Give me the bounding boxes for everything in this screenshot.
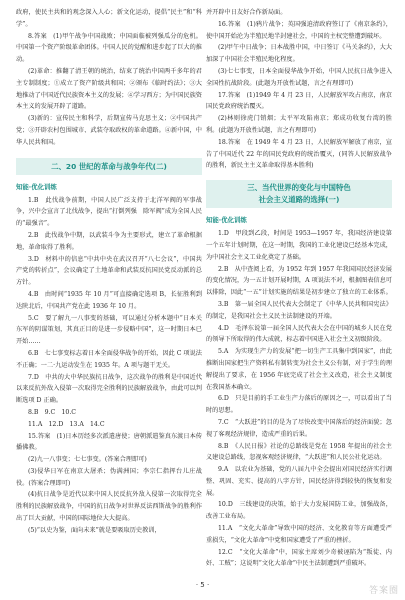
- section-banner-line: 三、当代世界的变化与中国特色: [247, 183, 351, 193]
- section-banner-line: 社会主义道路的选择(一): [258, 195, 340, 205]
- answer-line: 1.D 甲段到乙段，时间是 1953—1957 年，我国经济建设第一个五年计划时期，在这一时期，我国的工业化建设已经基本完成，为中国社会主义工业化奠定了基础。: [206, 230, 392, 261]
- answer-line: 11.A 12.D 13.A 14.C: [28, 420, 105, 428]
- answer-line: 6.D 只是目前的手工业生产力落后的原因之一，可以看出了当时的思想。: [206, 395, 392, 415]
- answer-line: 15.答案 (1)日本历经多次派遣唐使；唐朝派遣鉴真东渡日本传播佛教。: [16, 432, 202, 452]
- answer-line: 4.B 由时间“1935 年 10 月”可直接确定选项 B，长征胜利到达陕北后，中国共产党在此 1936 年 10 月。: [16, 290, 202, 310]
- answer-line: 3.D 材料中的信息“中共中央在武汉召开“八七会议”，中国共产党的转折点”，会议确定了土地革命和武装反抗国民党反动派的总方针。: [16, 255, 202, 287]
- answer-line: 10.D 三线建设的决策，始于大力发展国防工业，加强战备，改善工业布局。: [206, 501, 392, 521]
- answer-line: (2)林则徐虎门销烟；太平军攻陷南京；郑成功收复台湾的胜利。(此题为开放性试题，言之有理即可): [206, 115, 392, 134]
- answer-line: 7.C “大跃进”的目的是为了尽快改变中国落后的经济面貌；忽视了客观经济规律，造成严重的后果。: [206, 418, 392, 438]
- answer-line: (2)甲午中日战争；日本战胜中国，中日签订《马关条约》，大大加深了中国社会半殖民地化程度。: [206, 44, 392, 64]
- page-number: · 5 ·: [195, 581, 210, 589]
- answer-line: 9.A 以农业为基础，党的八届九中全会提出对国民经济实行调整、巩固、充实、提高的八字方针，国民经济得到较快的恢复和发展。: [206, 466, 392, 497]
- answer-line: 8.B 《人民日报》社论的总路线是党在 1958 年提出的社会主义建设总路线，忽视客观经济规律，“大跃进”和人民公社化运动。: [206, 442, 392, 462]
- answer-line: 5.C 要了解九一八事变的基础，可以通过分析本题中“日本关东军的阴谋策划，其真正目的是进一步侵略中国”，这一时期日本已开始……: [16, 314, 202, 346]
- paragraph: (3)新的：宣传民主和科学，后期宣传马克思主义；②中国共产党；③开辟农村包围城市、武装夺取政权的革命道路。④新中国，中华人民共和国。: [16, 115, 202, 146]
- answer-line: 11.A “文化大革命”导致中国的经济、文化教育等方面遭受严重损失，“文化大革命”中党和国家遭受了严重的挫折。: [206, 525, 392, 544]
- answer-line: 16.答案 (1)鸦片战争；英国强迫清政府签订了《南京条约》，使中国开始沦为半殖民地半封建社会，中国的主权完整遭到破坏。: [206, 20, 392, 40]
- answer-line: 6.B 七七事变标志着日本全面侵华战争的开始，因此 C 项说法不正确；一二·九运动发生在 1935 年。A 项与题干无关。: [16, 349, 202, 369]
- answer-line: 12.C “文化大革命”中，国家主席刘少奇被诬陷为“叛徒、内奸、工贼”；这说明“文化大革命”中民主法制遭到严重破坏。: [206, 548, 392, 568]
- answer-line: 并开辟中日友好合作新局面。: [206, 9, 287, 16]
- answer-line: 5.A 为实现生产力的发展“把一切生产工具集中到国家”，由此推断出国家把生产资料私有制转变为社会主义公有制，对于学生的理解提出了要求，在 1956 年底完成了社会主义改造，社会主义制度在我国基本确立。: [206, 348, 392, 391]
- paragraph: 8.答案 (1)甲午战争中国战败；中国面临被列强瓜分的危机。中国第一个资产阶级革命团体。中国人民的觉醒和进步起了巨大的推动。: [16, 32, 202, 64]
- section-banner: 二、20 世纪的革命与战争年代(二): [16, 158, 202, 175]
- left-column: [16, 7, 202, 537]
- paragraph: (2)革命：推翻了清王朝的统治，结束了统治中国两千多年的君主专制制度；①成立了资产阶级共和国；②颁布《临时约法》；③大地推动了中国近代民族资本主义的发展；④学习西方；为中国民族资本主义的发展开辟了道路。: [16, 67, 202, 111]
- answer-line: (2)九一八事变；七七事变。(答案合理即可): [28, 456, 147, 464]
- answer-line: (4)抗日战争是近代以来中国人民反抗外敌入侵第一次取得完全胜利的民族解放战争，中国的抗日战争对世界反法西斯战争的胜利作出了巨大贡献，中国的国际地位大大提高。: [16, 491, 202, 523]
- answer-line: 17.答案 (1)1949 年 4 月 23 日，人民解放军攻占南京，南京国民党政府统治覆灭。: [206, 91, 392, 111]
- answer-line: (3)七七事变，日本全面侵华战争开始，中国人民抗日战争进入全国性抗战阶段。(此题为开放性试题，言之有理即可): [206, 67, 392, 87]
- section-banner: [206, 180, 392, 208]
- answer-line: 2.B 此伐战争中期，以武装斗争为主要形式，建立了革命根据地，革命取得了胜利。: [16, 231, 202, 251]
- answer-line: 4.D 毛泽东说第一届全国人民代表大会在中国的城乡人民在党的领导下所取得的伟大成就，标志着中国进入社会主义初级阶段。: [206, 324, 392, 344]
- watermark-logo: 答案圈: [368, 586, 399, 596]
- answer-line: 1.B 此伐战争前期，中国人民广泛支持于北洋军阀的军事战争，兴中会宣言了北伐战争，提出“打倒列强 除军阀”成为全国人民的“最强音”。: [16, 196, 202, 228]
- answer-line: 18.答案 在 1949 年 4 月 23 日，人民解放军解放了南京，宣告了中国近代 22 年的国民党政府的统治覆灭，(同答人民解放战争的胜利，新民主主义革命取得基本胜利): [206, 138, 392, 170]
- right-column: [206, 7, 392, 570]
- paragraph: 政府，使民主共和的观念深入人心；新文化运动，提倡“民主”和“科学”。: [16, 9, 202, 28]
- answer-line: (5)“以史为鉴，面向未来”就是要吸取历史教训，: [28, 526, 161, 534]
- answer-line: 2.B 从中查阅上看，为 1952 年到 1957 年我国国民经济发展的变化情况，为一五计划开展时期，A 项说法不对，根据图表信息可以排除，因此“一五”计划实施的结果是初步建立了独立的工业体系。: [206, 265, 392, 297]
- answer-line: 7.D 中共的大中华民族抗日战争，这次战争的胜利是中国近代以来反抗外敌入侵第一次取得完全胜利的民族解放战争，由此可以判断选项 D 正确。: [16, 373, 202, 405]
- answer-line: 8.B 9.C 10.C: [28, 408, 77, 416]
- subsection-title: 知能·优化训练: [206, 216, 247, 225]
- subsection-title: 知能·优化训练: [16, 182, 57, 191]
- answer-line: 3.B 第一届全国人民代表大会制定了《中华人民共和国宪法》的制定，是我国社会主义民主法制建设的开端。: [206, 300, 392, 320]
- answer-line: (3)侵华日军在南京大屠杀；伪满洲国；李宗仁指挥台儿庄战役。(答案合理即可): [16, 467, 202, 487]
